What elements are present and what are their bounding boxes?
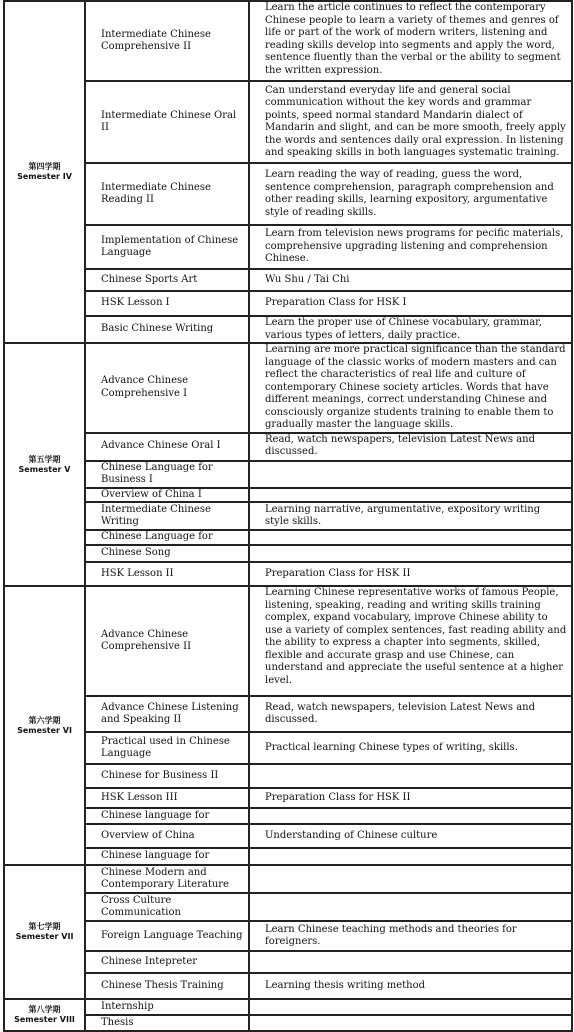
course-description bbox=[249, 848, 572, 865]
course-name: Intermediate Chinese Oral II bbox=[85, 81, 249, 163]
course-name: Chinese Song bbox=[85, 545, 249, 562]
course-name: Overview of China bbox=[85, 824, 249, 848]
table-row bbox=[4, 586, 572, 696]
course-description bbox=[249, 545, 572, 562]
semester-label: 第七学期 Semester VII bbox=[4, 865, 85, 999]
table-row bbox=[4, 433, 572, 461]
course-description bbox=[249, 1015, 572, 1031]
course-name: HSK Lesson III bbox=[85, 788, 249, 808]
course-description: Learning are more practical significance than the standard language of the classic works of modern masters and can reflect the characteristics of real life and culture of contemporary Chinese society articles. Words that have different meanings, correct understanding Chinese and consciously organize students training to enable them to gradually master the language skills. bbox=[249, 343, 572, 433]
table-row bbox=[4, 545, 572, 562]
table-row bbox=[4, 1, 572, 81]
course-description bbox=[249, 461, 572, 488]
table-row bbox=[4, 291, 572, 316]
table-row bbox=[4, 81, 572, 163]
course-description bbox=[249, 530, 572, 545]
course-description: Learning narrative, argumentative, expository writing style skills. bbox=[249, 502, 572, 530]
table-row bbox=[4, 921, 572, 951]
table-row bbox=[4, 225, 572, 269]
course-name: Foreign Language Teaching bbox=[85, 921, 249, 951]
table-row bbox=[4, 865, 572, 893]
course-name: Advance Chinese Comprehensive I bbox=[85, 343, 249, 433]
table-row bbox=[4, 343, 572, 433]
course-name: Implementation of Chinese Language bbox=[85, 225, 249, 269]
table-row bbox=[4, 316, 572, 343]
course-description bbox=[249, 999, 572, 1015]
course-name: Advance Chinese Comprehensive II bbox=[85, 586, 249, 696]
course-name: Intermediate Chinese Reading II bbox=[85, 163, 249, 225]
course-name: Chinese for Business II bbox=[85, 764, 249, 788]
table-row bbox=[4, 808, 572, 824]
course-description bbox=[249, 951, 572, 973]
table-row bbox=[4, 502, 572, 530]
table-row bbox=[4, 788, 572, 808]
course-name: Advance Chinese Oral I bbox=[85, 433, 249, 461]
course-description: Understanding of Chinese culture bbox=[249, 824, 572, 848]
course-name: Chinese language for bbox=[85, 848, 249, 865]
course-description: Read, watch newspapers, television Latest News and discussed. bbox=[249, 696, 572, 732]
table-row bbox=[4, 893, 572, 921]
table-row bbox=[4, 732, 572, 764]
table-row bbox=[4, 848, 572, 865]
table-row bbox=[4, 824, 572, 848]
course-name: Practical used in Chinese Language bbox=[85, 732, 249, 764]
course-description bbox=[249, 893, 572, 921]
course-description bbox=[249, 764, 572, 788]
course-description: Can understand everyday life and general social communication without the key words and grammar points, speed normal standard Mandarin dialect of Mandarin and slight, and can be more smooth, freely apply the words and sentences daily oral expression. In listening and speaking skills in both languages systematic training. bbox=[249, 81, 572, 163]
course-description: Learn from television news programs for pecific materials, comprehensive upgrading listening and comprehension Chinese. bbox=[249, 225, 572, 269]
table-row bbox=[4, 269, 572, 291]
table-row bbox=[4, 488, 572, 503]
course-name: Intermediate Chinese Comprehensive II bbox=[85, 1, 249, 81]
table-row bbox=[4, 999, 572, 1015]
course-name: Advance Chinese Listening and Speaking II bbox=[85, 696, 249, 732]
course-name: Chinese Thesis Training bbox=[85, 973, 249, 999]
course-description: Preparation Class for HSK I bbox=[249, 291, 572, 316]
course-name: HSK Lesson II bbox=[85, 562, 249, 586]
table-row bbox=[4, 696, 572, 732]
course-description: Learn Chinese teaching methods and theories for foreigners. bbox=[249, 921, 572, 951]
semester-label: 第六学期 Semester VI bbox=[4, 586, 85, 865]
table-row bbox=[4, 951, 572, 973]
course-name: Chinese Sports Art bbox=[85, 269, 249, 291]
curriculum-table bbox=[3, 0, 573, 1032]
course-description: Preparation Class for HSK II bbox=[249, 788, 572, 808]
table-row bbox=[4, 562, 572, 586]
course-name: Chinese Language for bbox=[85, 530, 249, 545]
course-name: Cross Culture Communication bbox=[85, 893, 249, 921]
course-description bbox=[249, 488, 572, 503]
course-description bbox=[249, 865, 572, 893]
table-row bbox=[4, 973, 572, 999]
course-description: Learning thesis writing method bbox=[249, 973, 572, 999]
course-description: Learn the proper use of Chinese vocabulary, grammar, various types of letters, daily practice. bbox=[249, 316, 572, 343]
course-name: HSK Lesson I bbox=[85, 291, 249, 316]
course-description bbox=[249, 808, 572, 824]
table-row bbox=[4, 163, 572, 225]
course-name: Chinese language for bbox=[85, 808, 249, 824]
semester-label: 第四学期 Semester IV bbox=[4, 1, 85, 343]
table-row bbox=[4, 764, 572, 788]
semester-label: 第八学期 Semester VIII bbox=[4, 999, 85, 1031]
course-name: Internship bbox=[85, 999, 249, 1015]
table-row bbox=[4, 530, 572, 545]
table-row bbox=[4, 461, 572, 488]
table-row bbox=[4, 1015, 572, 1031]
course-description: Learn the article continues to reflect the contemporary Chinese people to learn a variety of themes and genres of life or part of the work of modern writers, listening and reading skills develop into segments and apply the word, sentence fluently than the verbal or the ability to segment the written expression. bbox=[249, 1, 572, 81]
course-name: Chinese Modern and Contemporary Literature bbox=[85, 865, 249, 893]
course-name: Thesis bbox=[85, 1015, 249, 1031]
course-name: Chinese Language for Business I bbox=[85, 461, 249, 488]
course-description: Read, watch newspapers, television Latest News and discussed. bbox=[249, 433, 572, 461]
course-name: Basic Chinese Writing bbox=[85, 316, 249, 343]
semester-label: 第五学期 Semester V bbox=[4, 343, 85, 586]
course-name: Overview of China I bbox=[85, 488, 249, 503]
course-description: Wu Shu / Tai Chi bbox=[249, 269, 572, 291]
course-description: Preparation Class for HSK II bbox=[249, 562, 572, 586]
course-description: Practical learning Chinese types of writing, skills. bbox=[249, 732, 572, 764]
course-name: Intermediate Chinese Writing bbox=[85, 502, 249, 530]
course-name: Chinese Intepreter bbox=[85, 951, 249, 973]
course-description: Learn reading the way of reading, guess the word, sentence comprehension, paragraph comprehension and other reading skills, learning expository, argumentative style of reading skills. bbox=[249, 163, 572, 225]
course-description: Learning Chinese representative works of famous People, listening, speaking, reading and writing skills training complex, expand vocabulary, improve Chinese ability to use a variety of complex sentences, fast reading ability and the ability to express a chapter into segments, skilled, flexible and accurate grasp and use Chinese, can understand and appreciate the useful sentence at a higher level. bbox=[249, 586, 572, 696]
